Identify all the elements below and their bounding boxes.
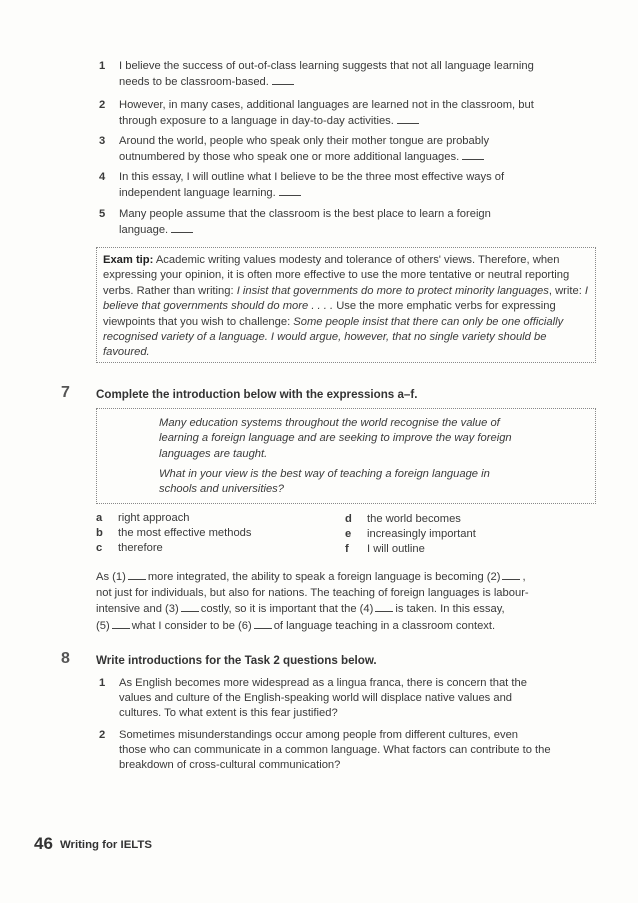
answer-blank[interactable] xyxy=(462,149,484,160)
answer-blank[interactable] xyxy=(181,601,199,612)
sentence-item xyxy=(99,134,599,165)
answer-blank[interactable] xyxy=(279,185,301,196)
exam-tip-text: , write: xyxy=(548,284,585,297)
paragraph-text: is taken. In this essay, xyxy=(395,603,505,616)
question-line: those who can communicate in a common language. What factors can contribute to the xyxy=(119,744,551,756)
section-number: 7 xyxy=(61,384,70,401)
sentence-item xyxy=(99,170,599,201)
page-number: 46 xyxy=(34,834,53,853)
expression-text: therefore xyxy=(118,542,163,554)
sentence-number: 2 xyxy=(99,99,106,111)
sentence-line: through exposure to a language in day-to-day activities. xyxy=(119,115,394,127)
expression-option xyxy=(96,541,163,556)
gap-fill-paragraph xyxy=(96,569,606,634)
exam-tip-example: Some people insist that there can only be one officially recognised variety of a language. I would argue, however, that no single variety should be favoured. xyxy=(103,315,564,359)
answer-blank[interactable] xyxy=(171,222,193,233)
expression-option xyxy=(345,512,461,527)
sentence-number: 3 xyxy=(99,135,106,147)
paragraph-text: of language teaching in a classroom context. xyxy=(273,619,496,632)
expression-letter: d xyxy=(345,513,352,525)
answer-blank[interactable] xyxy=(375,601,393,612)
sentence-line: Many people assume that the classroom is the best place to learn a foreign xyxy=(119,208,491,220)
sentence-number: 4 xyxy=(99,171,106,183)
paragraph-text: (5) xyxy=(96,619,110,632)
book-title: Writing for IELTS xyxy=(60,839,152,851)
sentence-line: needs to be classroom-based. xyxy=(119,76,269,88)
sentence-number: 5 xyxy=(99,208,106,220)
paragraph-text: what I consider to be (6) xyxy=(131,619,252,632)
expression-letter: e xyxy=(345,528,352,540)
expression-option xyxy=(345,542,425,557)
question-line: cultures. To what extent is this fear justified? xyxy=(119,707,338,719)
sentence-line: language. xyxy=(119,224,169,236)
question-item xyxy=(99,728,609,773)
exam-tip-text: Academic writing values modesty and tolerance of others' views. Therefore, when expressing your opinion, it is often more effective to use the more tentative or neutral reporting verbs. Rather than writing: xyxy=(103,254,570,297)
expression-text: I will outline xyxy=(367,543,425,555)
answer-blank[interactable] xyxy=(397,113,419,124)
paragraph-text: not just for individuals, but also for nations. The teaching of foreign languages is labour- xyxy=(96,586,529,599)
paragraph-text: , xyxy=(522,571,526,583)
expression-text: increasingly important xyxy=(367,528,476,540)
expression-text: the most effective methods xyxy=(118,527,252,539)
sentence-line: I believe the success of out-of-class learning suggests that not all language learning xyxy=(119,60,534,72)
question-number: 2 xyxy=(99,729,106,741)
sentence-number: 1 xyxy=(99,60,106,72)
expression-letter: a xyxy=(96,512,103,524)
answer-blank[interactable] xyxy=(128,569,146,580)
sentence-line: Around the world, people who speak only their mother tongue are probably xyxy=(119,135,490,147)
question-line: breakdown of cross-cultural communication? xyxy=(119,759,341,771)
sentence-line: In this essay, I will outline what I believe to be the three most effective ways of xyxy=(119,171,505,183)
answer-blank[interactable] xyxy=(112,618,130,629)
exam-tip-box xyxy=(96,247,596,363)
question-line: Sometimes misunderstandings occur among people from different cultures, even xyxy=(119,729,519,741)
sentence-line: independent language learning. xyxy=(119,187,276,199)
paragraph-text: intensive and (3) xyxy=(96,603,179,616)
expression-text: the world becomes xyxy=(367,513,461,525)
expression-text: right approach xyxy=(118,512,190,524)
sentence-item xyxy=(99,98,599,129)
question-item xyxy=(99,676,609,721)
answer-blank[interactable] xyxy=(272,74,294,85)
answer-blank[interactable] xyxy=(502,569,520,580)
section-number: 8 xyxy=(61,650,70,667)
essay-prompt-text: Many education systems throughout the world recognise the value of learning a foreign language and are seeking to improve the way foreign languages are taught. xyxy=(159,417,512,460)
expression-option xyxy=(96,526,252,541)
exam-tip-text: Use the more emphatic verbs for expressing viewpoints that you wish to challenge: xyxy=(103,300,556,328)
essay-prompt-box xyxy=(96,408,596,504)
exam-tip-example: I insist that governments do more to protect minority languages xyxy=(236,284,549,297)
question-number: 1 xyxy=(99,677,106,689)
essay-question-text: What in your view is the best way of teaching a foreign language in schools and universities? xyxy=(159,468,490,496)
paragraph-text: more integrated, the ability to speak a foreign language is becoming (2) xyxy=(147,571,501,583)
section-title: Write introductions for the Task 2 questions below. xyxy=(96,654,377,667)
section-title: Complete the introduction below with the expressions a–f. xyxy=(96,388,418,401)
expression-letter: c xyxy=(96,542,103,554)
exam-tip-label: Exam tip: xyxy=(103,254,154,266)
expression-letter: b xyxy=(96,527,103,539)
expression-option xyxy=(345,527,476,542)
exam-tip-example: I believe that governments should do more . . . . xyxy=(103,284,589,313)
question-line: As English becomes more widespread as a lingua franca, there is concern that the xyxy=(119,677,527,689)
paragraph-text: costly, so it is important that the (4) xyxy=(200,603,374,616)
sentence-item xyxy=(99,207,599,238)
expression-option xyxy=(96,511,190,526)
answer-blank[interactable] xyxy=(254,618,272,629)
question-line: values and culture of the English-speaking world will displace native values and xyxy=(119,692,513,704)
sentence-line: However, in many cases, additional languages are learned not in the classroom, but xyxy=(119,99,534,111)
sentence-item xyxy=(99,59,599,90)
sentence-line: outnumbered by those who speak one or more additional languages. xyxy=(119,151,460,163)
paragraph-text: As (1) xyxy=(96,571,126,583)
expression-letter: f xyxy=(345,543,349,555)
